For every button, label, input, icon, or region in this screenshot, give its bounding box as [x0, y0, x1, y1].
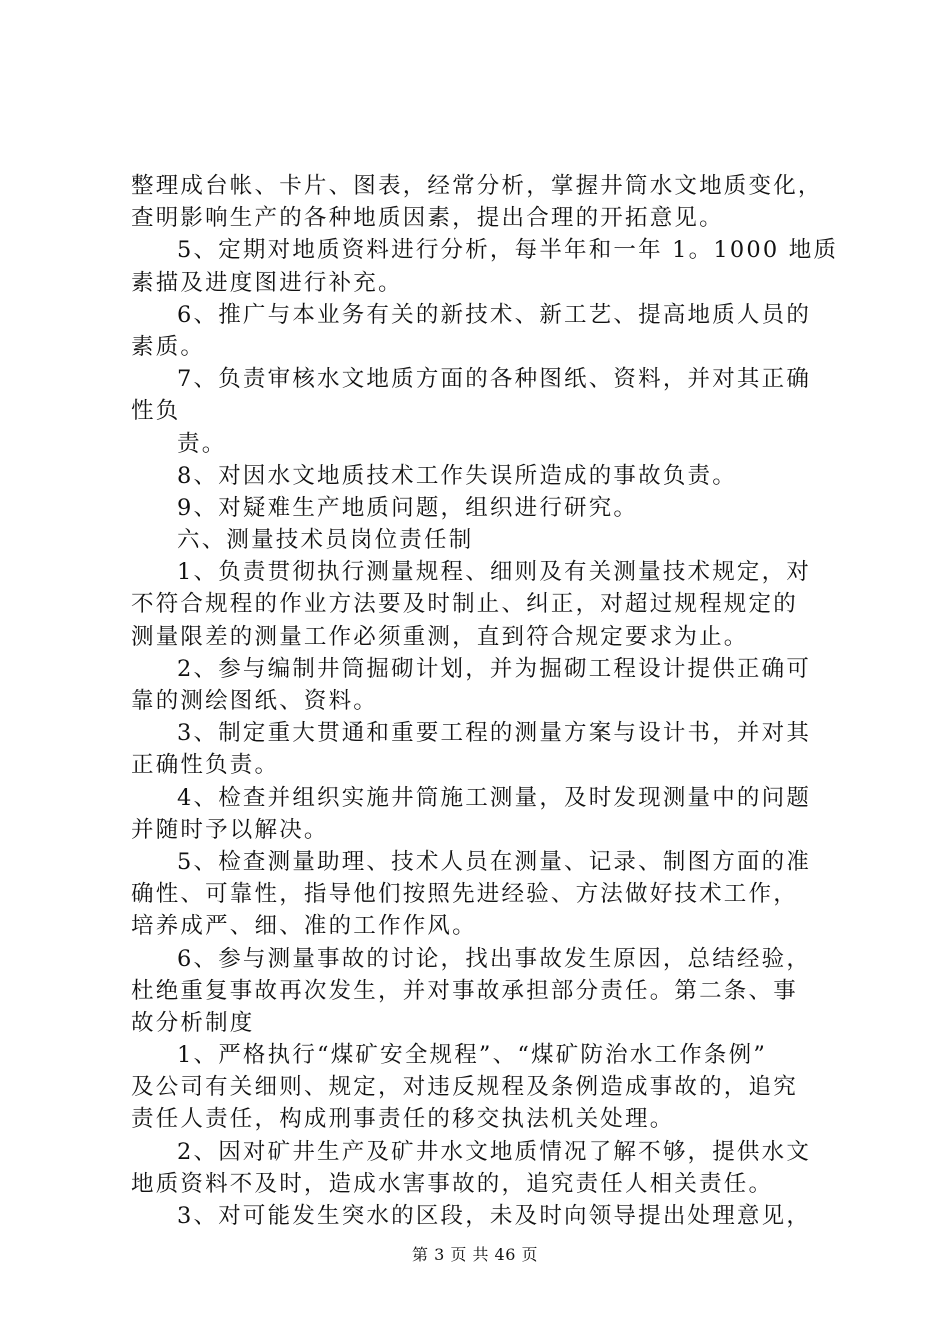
text-line: 不符合规程的作业方法要及时制止、纠正，对超过规程规定的 [131, 591, 798, 618]
text-line: 责任人责任，构成刑事责任的移交执法机关处理。 [131, 1106, 675, 1133]
text-line: 查明影响生产的各种地质因素，提出合理的开拓意见。 [131, 205, 724, 232]
text-line: 性负 [131, 398, 181, 425]
text-line: 地质资料不及时，造成水害事故的，追究责任人相关责任。 [131, 1170, 774, 1197]
text-line: 5、检查测量助理、技术人员在测量、记录、制图方面的准 [177, 848, 812, 875]
text-line: 3、制定重大贯通和重要工程的测量方案与设计书，并对其 [177, 720, 812, 747]
text-line: 6、参与测量事故的讨论，找出事故发生原因，总结经验， [177, 945, 812, 972]
text-line: 靠的测绘图纸、资料。 [131, 688, 379, 714]
text-line: 培养成严、细、准的工作作风。 [131, 913, 477, 940]
page-footer: 第 3 页 共 46 页 [412, 1245, 538, 1264]
text-line: 整理成台帐、卡片、图表，经常分析，掌握井筒水文地质变化， [131, 173, 823, 199]
text-line: 确性、可靠性，指导他们按照先进经验、方法做好技术工作， [131, 881, 798, 908]
text-line: 1、严格执行“煤矿安全规程”、“煤矿防治水工作条例” [177, 1042, 768, 1069]
text-line: 2、参与编制井筒掘砌计划，并为掘砌工程设计提供正确可 [177, 655, 812, 682]
text-line: 2、因对矿井生产及矿井水文地质情况了解不够，提供水文 [177, 1138, 812, 1165]
section-heading: 六、测量技术员岗位责任制 [177, 527, 474, 554]
text-line: 故分析制度 [131, 1009, 255, 1036]
text-line: 3、对可能发生突水的区段，未及时向领导提出处理意见， [177, 1203, 812, 1229]
text-line: 8、对因水文地质技术工作失误所造成的事故负责。 [177, 462, 737, 489]
text-line: 并随时予以解决。 [131, 816, 329, 843]
document-body [131, 170, 839, 1232]
text-line: 素质。 [131, 333, 206, 360]
text-line: 7、负责审核水文地质方面的各种图纸、资料，并对其正确 [177, 366, 812, 393]
text-line: 5、定期对地质资料进行分析，每半年和一年 1。1000 地质 [177, 237, 839, 264]
text-line: 6、推广与本业务有关的新技术、新工艺、提高地质人员的 [177, 301, 812, 328]
text-line: 9、对疑难生产地质问题，组织进行研究。 [177, 494, 639, 521]
text-line: 测量限差的测量工作必须重测，直到符合规定要求为止。 [131, 623, 749, 650]
text-line: 素描及进度图进行补充。 [131, 269, 403, 296]
text-line: 1、负责贯彻执行测量规程、细则及有关测量技术规定，对 [177, 559, 812, 586]
text-line: 责。 [177, 430, 227, 457]
text-line: 及公司有关细则、规定，对违反规程及条例造成事故的，追究 [131, 1074, 798, 1101]
text-line: 4、检查并组织实施井筒施工测量，及时发现测量中的问题 [177, 784, 812, 811]
text-line: 杜绝重复事故再次发生，并对事故承担部分责任。第二条、事 [131, 977, 798, 1004]
text-line: 正确性负责。 [131, 752, 280, 779]
